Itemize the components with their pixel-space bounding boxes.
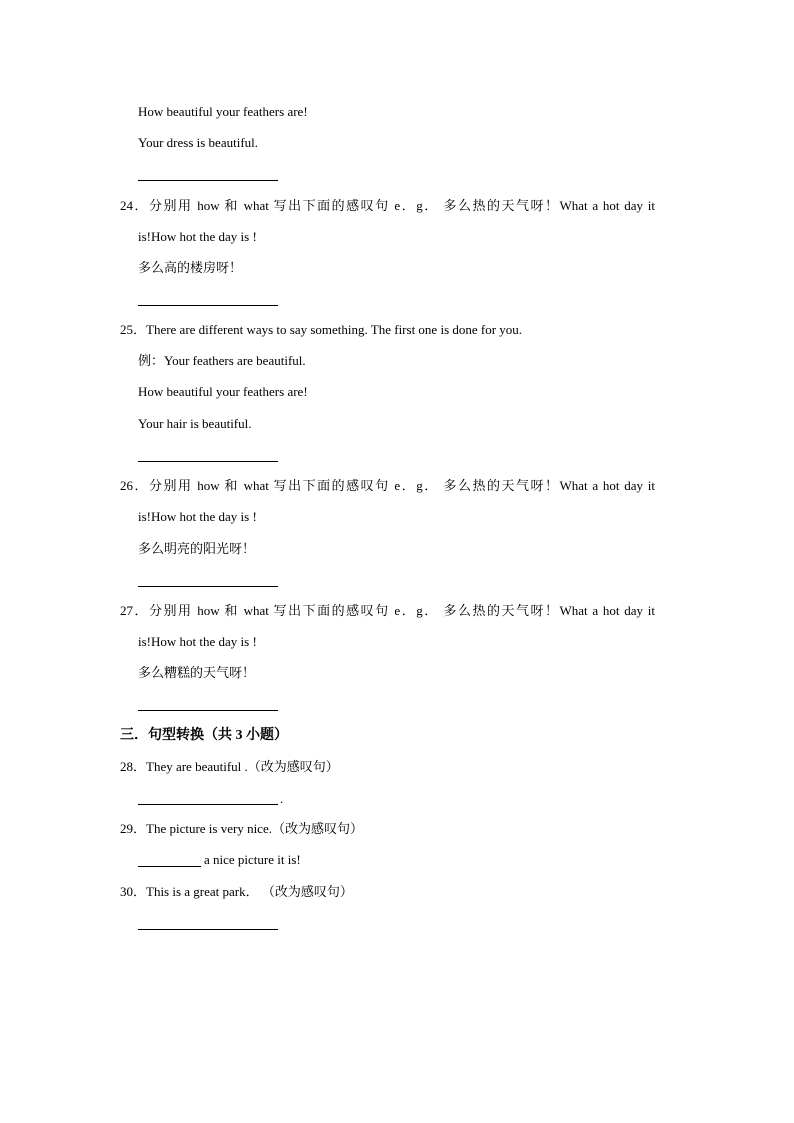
q24-prompt: 多么高的楼房呀！: [138, 260, 243, 275]
q25-line-3: How beautiful your feathers are!: [138, 384, 308, 399]
q27-prompt: 多么糟糕的天气呀！: [138, 665, 256, 680]
q24-line-2: is!How hot the day is !: [138, 229, 257, 244]
q28-answer-suffix: .: [280, 791, 284, 806]
answer-blank-28[interactable]: [138, 804, 278, 805]
answer-blank-23[interactable]: [138, 180, 278, 181]
q24-line-1: 24．分别用 how 和 what 写出下面的感叹句 e．g． 多么热的天气呀！What a hot day it: [120, 198, 655, 213]
q25-line-4: Your hair is beautiful.: [138, 416, 252, 431]
q26-prompt: 多么明亮的阳光呀！: [138, 541, 256, 556]
answer-blank-29[interactable]: [138, 866, 201, 867]
intro-line-1: How beautiful your feathers are!: [138, 104, 308, 119]
q30-line-1: 30．This is a great park． （改为感叹句）: [120, 884, 353, 899]
q29-answer-suffix: a nice picture it is!: [204, 852, 301, 867]
intro-line-2: Your dress is beautiful.: [138, 135, 259, 150]
answer-blank-25[interactable]: [138, 461, 278, 462]
q27-line-2: is!How hot the day is !: [138, 634, 257, 649]
answer-blank-27[interactable]: [138, 710, 278, 711]
q26-line-1: 26．分别用 how 和 what 写出下面的感叹句 e．g． 多么热的天气呀！What a hot day it: [120, 478, 655, 493]
q27-line-1: 27．分别用 how 和 what 写出下面的感叹句 e．g． 多么热的天气呀！What a hot day it: [120, 603, 655, 618]
q29-line-1: 29．The picture is very nice.（改为感叹句）: [120, 821, 363, 836]
section-3-title: 三．句型转换（共 3 小题）: [120, 728, 288, 743]
answer-blank-30[interactable]: [138, 929, 278, 930]
q25-line-1: 25．There are different ways to say something. The first one is done for you.: [120, 322, 523, 337]
q28-line-1: 28．They are beautiful .（改为感叹句）: [120, 759, 339, 774]
q25-example: 例：Your feathers are beautiful.: [138, 353, 306, 368]
answer-blank-24[interactable]: [138, 305, 278, 306]
answer-blank-26[interactable]: [138, 586, 278, 587]
q26-line-2: is!How hot the day is !: [138, 509, 257, 524]
